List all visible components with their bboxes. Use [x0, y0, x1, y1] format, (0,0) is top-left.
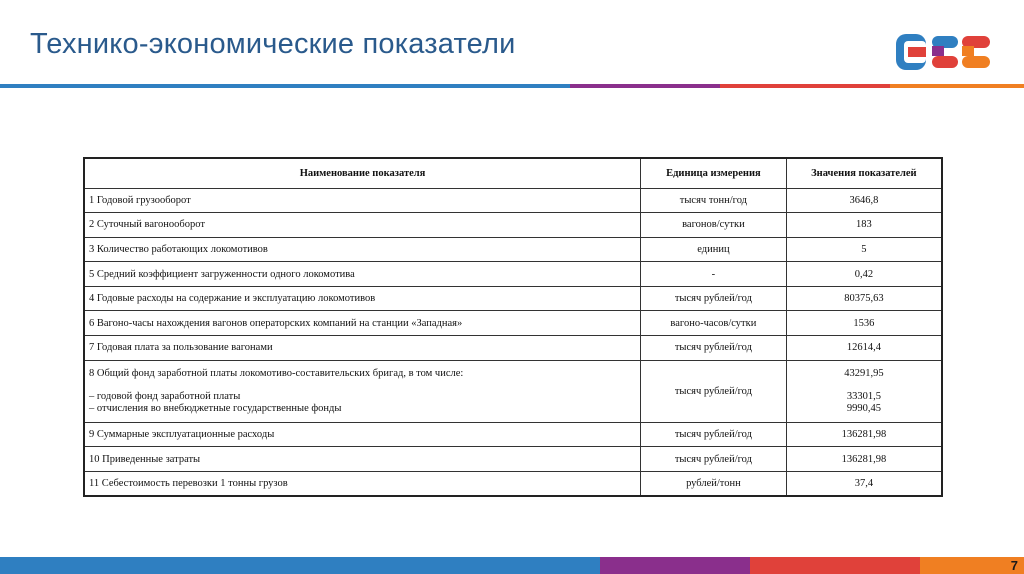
row-value: 1536	[786, 311, 942, 336]
row-unit: тысяч рублей/год	[641, 360, 787, 422]
slide-title: Технико-экономические показатели	[30, 28, 516, 60]
row-value: 3646,8	[786, 188, 942, 213]
table-row	[84, 447, 942, 472]
row-unit: тысяч рублей/год	[641, 336, 787, 361]
stripe-segment-red	[750, 557, 920, 574]
row-value: 0,42	[786, 262, 942, 287]
stripe-segment-orange	[890, 84, 1024, 88]
table-row	[84, 237, 942, 262]
row-name-multi	[84, 360, 641, 422]
header-color-stripe	[0, 84, 1024, 88]
row-name: 6 Вагоно-часы нахождения вагонов операторских компаний на станции «Западная»	[84, 311, 641, 336]
row-value: 37,4	[786, 471, 942, 496]
row-value: 43291,95	[844, 368, 884, 380]
row-value: 12614,4	[786, 336, 942, 361]
table-row	[84, 213, 942, 238]
row-unit: вагоно-часов/сутки	[641, 311, 787, 336]
row-name: 5 Средний коэффициент загруженности одного локомотива	[84, 262, 641, 287]
table-row	[84, 336, 942, 361]
row-sub-value: 9990,45	[846, 402, 881, 414]
table-row-payroll	[84, 360, 942, 422]
row-unit: -	[641, 262, 787, 287]
stripe-segment-purple	[570, 84, 720, 88]
row-sub-name: – годовой фонд заработной платы	[89, 391, 241, 403]
stripe-segment-blue	[0, 84, 570, 88]
row-value-multi	[786, 360, 942, 422]
row-unit: тысяч тонн/год	[641, 188, 787, 213]
table-row	[84, 422, 942, 447]
row-value: 136281,98	[786, 447, 942, 472]
row-name: 11 Себестоимость перевозки 1 тонны грузов	[84, 471, 641, 496]
table-row	[84, 286, 942, 311]
stripe-segment-orange	[920, 557, 1024, 574]
indicators-table	[83, 157, 943, 497]
spacer	[791, 380, 937, 392]
row-name: 1 Годовой грузооборот	[84, 188, 641, 213]
row-name: 2 Суточный вагонооборот	[84, 213, 641, 238]
row-unit: тысяч рублей/год	[641, 447, 787, 472]
row-name: 4 Годовые расходы на содержание и эксплуатацию локомотивов	[84, 286, 641, 311]
row-value: 80375,63	[786, 286, 942, 311]
row-unit: тысяч рублей/год	[641, 286, 787, 311]
row-name: 9 Суммарные эксплуатационные расходы	[84, 422, 641, 447]
row-name: 8 Общий фонд заработной платы локомотиво-составительских бригад, в том числе:	[89, 368, 464, 380]
row-name: 3 Количество работающих локомотивов	[84, 237, 641, 262]
stripe-segment-red	[720, 84, 890, 88]
row-sub-name: – отчисления во внебюджетные государственные фонды	[89, 402, 342, 414]
stripe-segment-blue	[0, 557, 600, 574]
table-row	[84, 188, 942, 213]
row-unit: рублей/тонн	[641, 471, 787, 496]
row-sub-value: 33301,5	[846, 391, 881, 403]
footer-color-stripe	[0, 557, 1024, 574]
page-number: 7	[1010, 558, 1018, 573]
row-name: 7 Годовая плата за пользование вагонами	[84, 336, 641, 361]
row-value: 183	[786, 213, 942, 238]
company-logo-icon	[894, 32, 994, 72]
column-header-name: Наименование показателя	[84, 158, 641, 188]
table-row	[84, 311, 942, 336]
column-header-value: Значения показателей	[786, 158, 942, 188]
stripe-segment-purple	[600, 557, 750, 574]
row-unit: тысяч рублей/год	[641, 422, 787, 447]
spacer	[89, 380, 636, 392]
row-name: 10 Приведенные затраты	[84, 447, 641, 472]
table-row	[84, 262, 942, 287]
row-value: 5	[786, 237, 942, 262]
row-unit: вагонов/сутки	[641, 213, 787, 238]
row-value: 136281,98	[786, 422, 942, 447]
row-unit: единиц	[641, 237, 787, 262]
table-header-row	[84, 158, 942, 188]
table-row	[84, 471, 942, 496]
column-header-unit: Единица измерения	[641, 158, 787, 188]
